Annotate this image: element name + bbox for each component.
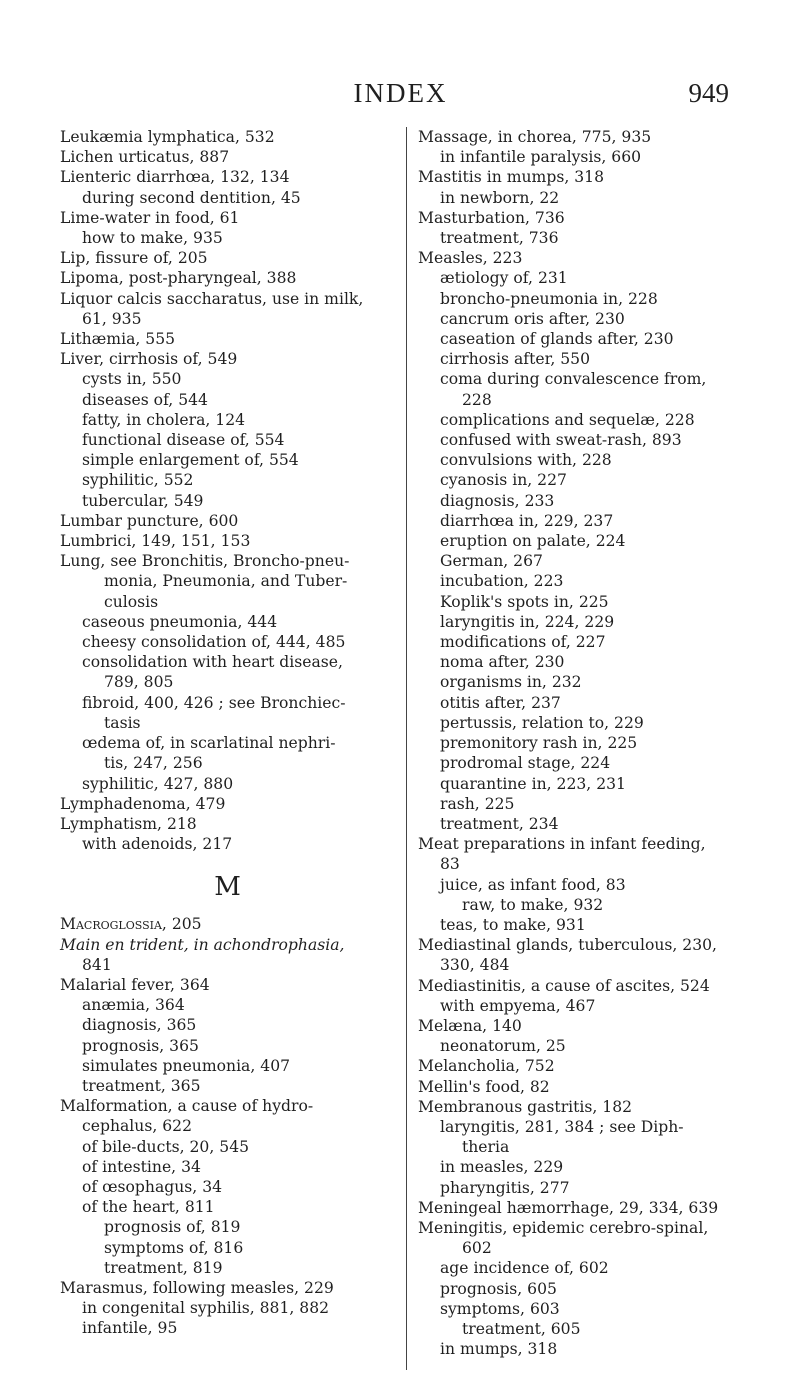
index-entry: Mellin's food, 82 xyxy=(418,1077,550,1096)
index-entry: Lymphadenoma, 479 xyxy=(60,794,226,813)
index-subentry: symptoms, 603 xyxy=(440,1299,560,1318)
index-subentry: diarrhœa in, 229, 237 xyxy=(440,511,614,530)
index-entry: Leukæmia lymphatica, 532 xyxy=(60,128,275,146)
index-entry: Lung, see Bronchitis, Broncho-pneu- xyxy=(60,552,350,571)
index-subentry: juice, as infant food, 83 xyxy=(440,875,626,894)
index-entry: Lymphatism, 218 xyxy=(60,814,197,833)
index-entry: Macroglossia, 205 xyxy=(60,915,202,934)
index-entry: Lipoma, post-pharyngeal, 388 xyxy=(60,269,297,288)
index-entry: Massage, in chorea, 775, 935 xyxy=(418,128,652,146)
index-subentry: prognosis, 365 xyxy=(82,1036,199,1055)
index-subentry: symptoms of, 816 xyxy=(104,1238,244,1257)
column-divider xyxy=(406,127,407,1370)
index-subentry: Koplik's spots in, 225 xyxy=(440,592,609,611)
index-subentry: syphilitic, 552 xyxy=(82,471,194,490)
index-subentry: organisms in, 232 xyxy=(440,673,582,692)
index-entry: Liquor calcis saccharatus, use in milk, xyxy=(60,289,364,308)
index-subentry: pertussis, relation to, 229 xyxy=(440,713,644,732)
index-entry: Meat preparations in infant feeding, xyxy=(418,835,706,854)
index-subentry: complications and sequelæ, 228 xyxy=(440,410,695,429)
index-subentry: with empyema, 467 xyxy=(440,996,596,1015)
index-subentry: convulsions with, 228 xyxy=(440,451,612,470)
index-subentry: raw, to make, 932 xyxy=(462,895,604,914)
index-subentry: in newborn, 22 xyxy=(440,188,560,207)
index-subentry: teas, to make, 931 xyxy=(440,915,586,934)
index-entry: Lichen urticatus, 887 xyxy=(60,148,230,167)
index-subentry: theria xyxy=(462,1138,510,1157)
index-subentry: culosis xyxy=(104,592,159,611)
index-subentry: fatty, in cholera, 124 xyxy=(82,410,246,429)
index-entry: Membranous gastritis, 182 xyxy=(418,1097,633,1116)
index-subentry: monia, Pneumonia, and Tuber- xyxy=(104,572,348,591)
index-subentry: treatment, 234 xyxy=(440,814,559,833)
section-letter-heading: M xyxy=(214,872,241,903)
index-subentry: in congenital syphilis, 881, 882 xyxy=(82,1299,330,1318)
index-subentry: laryngitis, 281, 384 ; see Diph- xyxy=(440,1117,684,1136)
index-subentry: tubercular, 549 xyxy=(82,491,204,510)
index-subentry: simple enlargement of, 554 xyxy=(82,451,299,470)
index-subentry: coma during convalescence from, xyxy=(440,370,707,389)
index-subentry: 61, 935 xyxy=(82,309,142,328)
index-subentry: eruption on palate, 224 xyxy=(440,532,626,551)
index-subentry: treatment, 736 xyxy=(440,229,559,248)
index-entry: Lime-water in food, 61 xyxy=(60,208,240,227)
index-subentry: 330, 484 xyxy=(440,956,510,975)
index-subentry: 83 xyxy=(440,855,460,874)
index-entry: Malformation, a cause of hydro- xyxy=(60,1097,314,1116)
index-subentry: treatment, 365 xyxy=(82,1076,201,1095)
index-subentry: cephalus, 622 xyxy=(82,1117,192,1136)
index-entry: Meningeal hæmorrhage, 29, 334, 639 xyxy=(418,1198,719,1217)
index-subentry: broncho-pneumonia in, 228 xyxy=(440,289,658,308)
index-subentry: infantile, 95 xyxy=(82,1319,178,1338)
index-entry: Measles, 223 xyxy=(418,249,523,268)
index-subentry: ætiology of, 231 xyxy=(440,269,568,288)
index-subentry: caseous pneumonia, 444 xyxy=(82,612,278,631)
page-header xyxy=(0,78,801,110)
index-subentry: in infantile paralysis, 660 xyxy=(440,148,642,167)
index-subentry: tasis xyxy=(104,713,141,732)
index-subentry: cheesy consolidation of, 444, 485 xyxy=(82,633,346,652)
index-entry: Marasmus, following measles, 229 xyxy=(60,1278,334,1297)
index-subentry: quarantine in, 223, 231 xyxy=(440,774,626,793)
index-subentry: modifications of, 227 xyxy=(440,633,606,652)
index-subentry: treatment, 819 xyxy=(104,1258,223,1277)
index-subentry: otitis after, 237 xyxy=(440,693,561,712)
index-subentry: functional disease of, 554 xyxy=(82,431,285,450)
index-entry: Liver, cirrhosis of, 549 xyxy=(60,350,238,369)
index-subentry: of bile-ducts, 20, 545 xyxy=(82,1137,250,1156)
right-index-column xyxy=(418,127,758,1359)
index-subentry: premonitory rash in, 225 xyxy=(440,734,638,753)
index-subentry: tis, 247, 256 xyxy=(104,754,203,773)
index-subentry: 789, 805 xyxy=(104,673,174,692)
index-entry: Masturbation, 736 xyxy=(418,208,565,227)
index-entry: Lumbrici, 149, 151, 153 xyxy=(60,532,251,551)
index-subentry: of intestine, 34 xyxy=(82,1157,201,1176)
index-entry: Mastitis in mumps, 318 xyxy=(418,168,604,187)
index-subentry: diseases of, 544 xyxy=(82,390,208,409)
index-subentry: of the heart, 811 xyxy=(82,1198,215,1217)
index-subentry: pharyngitis, 277 xyxy=(440,1178,570,1197)
index-entry: Melancholia, 752 xyxy=(418,1057,555,1076)
index-entry: Lithæmia, 555 xyxy=(60,330,176,349)
index-subentry: consolidation with heart disease, xyxy=(82,653,343,672)
index-subentry: caseation of glands after, 230 xyxy=(440,330,674,349)
index-subentry: prognosis of, 819 xyxy=(104,1218,241,1237)
index-subentry: treatment, 605 xyxy=(462,1319,581,1338)
index-subentry: during second dentition, 45 xyxy=(82,188,301,207)
index-subentry: cysts in, 550 xyxy=(82,370,182,389)
index-subentry: how to make, 935 xyxy=(82,229,223,248)
index-subentry: œdema of, in scarlatinal nephri- xyxy=(82,734,336,753)
index-subentry: in measles, 229 xyxy=(440,1158,564,1177)
index-subentry: cyanosis in, 227 xyxy=(440,471,567,490)
index-subentry: noma after, 230 xyxy=(440,653,565,672)
index-entry: Lip, fissure of, 205 xyxy=(60,249,208,268)
index-entry: Melæna, 140 xyxy=(418,1016,522,1035)
index-entry: Mediastinitis, a cause of ascites, 524 xyxy=(418,976,710,995)
index-subentry: of œsophagus, 34 xyxy=(82,1177,223,1196)
page-number: 949 xyxy=(688,78,729,108)
index-subentry: simulates pneumonia, 407 xyxy=(82,1056,291,1075)
index-subentry: anæmia, 364 xyxy=(82,996,185,1015)
index-subentry: cirrhosis after, 550 xyxy=(440,350,590,369)
index-subentry: prodromal stage, 224 xyxy=(440,754,611,773)
index-subentry: neonatorum, 25 xyxy=(440,1037,566,1056)
index-subentry: cancrum oris after, 230 xyxy=(440,309,625,328)
index-subentry: fibroid, 400, 426 ; see Bronchiec- xyxy=(82,693,346,712)
index-subentry: rash, 225 xyxy=(440,794,515,813)
index-subentry: 602 xyxy=(462,1239,492,1258)
index-subentry: in mumps, 318 xyxy=(440,1340,558,1359)
index-subentry: 841 xyxy=(82,955,112,974)
index-entry: Malarial fever, 364 xyxy=(60,975,210,994)
index-entry: Main en trident, in achondrophasia, xyxy=(60,935,345,954)
index-subentry: diagnosis, 365 xyxy=(82,1016,197,1035)
page-title: INDEX xyxy=(353,78,448,108)
index-subentry: with adenoids, 217 xyxy=(82,835,233,854)
index-subentry: incubation, 223 xyxy=(440,572,564,591)
index-subentry: laryngitis in, 224, 229 xyxy=(440,612,615,631)
index-entry: Mediastinal glands, tuberculous, 230, xyxy=(418,936,718,955)
index-subentry: confused with sweat-rash, 893 xyxy=(440,431,682,450)
index-subentry: syphilitic, 427, 880 xyxy=(82,774,234,793)
index-subentry: prognosis, 605 xyxy=(440,1279,557,1298)
index-entry: Lienteric diarrhœa, 132, 134 xyxy=(60,168,290,187)
index-subentry: German, 267 xyxy=(440,552,543,571)
index-subentry: diagnosis, 233 xyxy=(440,491,555,510)
index-entry: Lumbar puncture, 600 xyxy=(60,511,239,530)
index-subentry: age incidence of, 602 xyxy=(440,1259,609,1278)
left-index-column xyxy=(60,127,395,1339)
index-subentry: 228 xyxy=(462,390,492,409)
index-entry: Meningitis, epidemic cerebro-spinal, xyxy=(418,1218,709,1237)
